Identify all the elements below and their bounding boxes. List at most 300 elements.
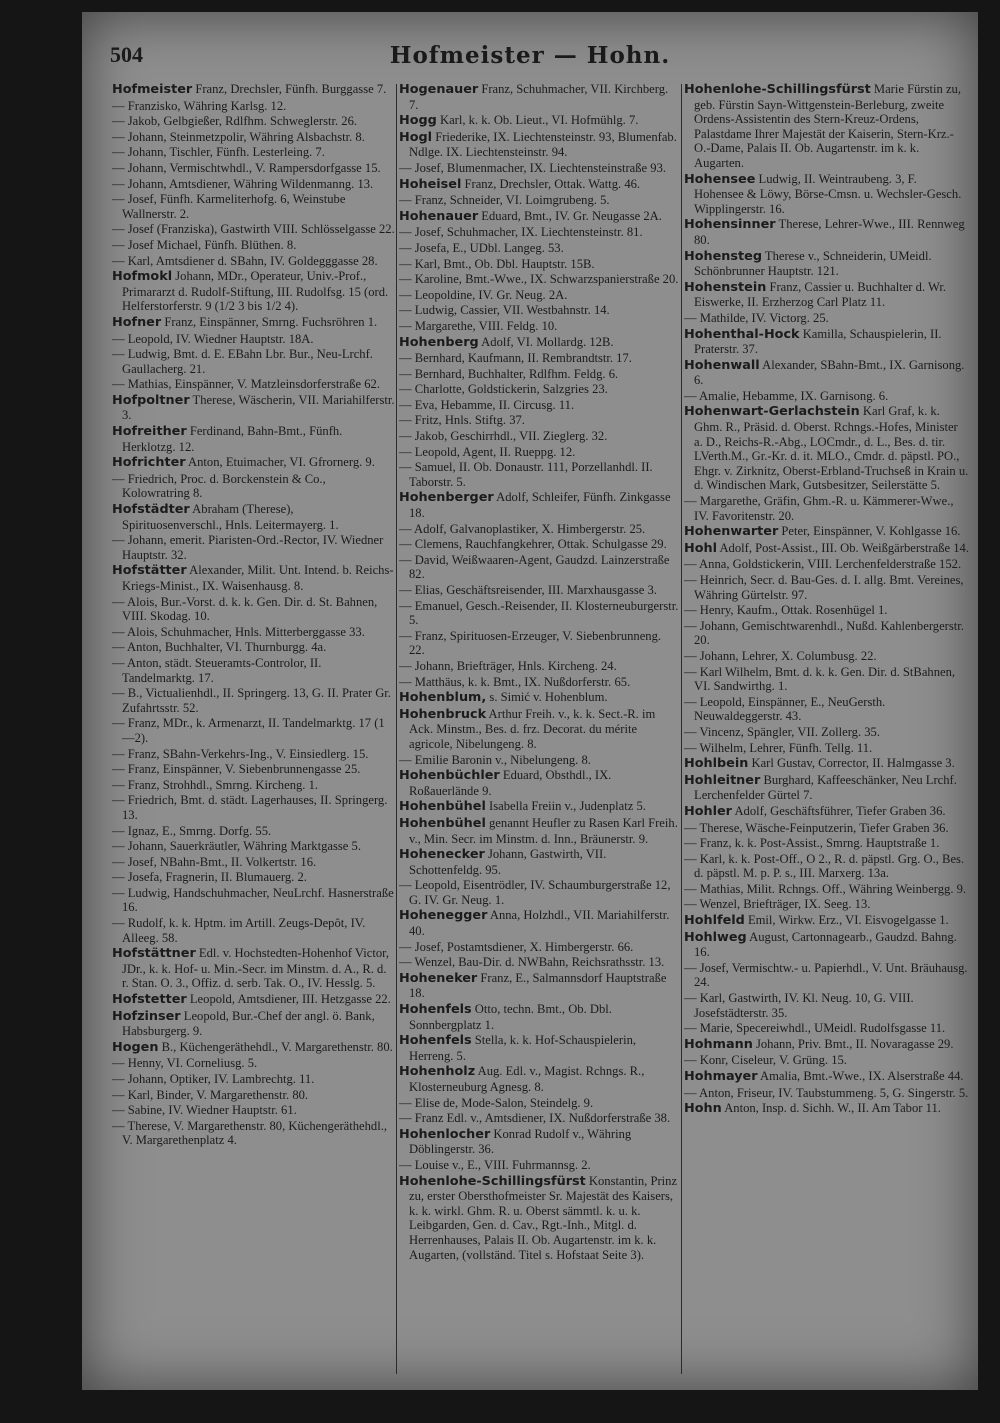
- entry-text: — Heinrich, Secr. d. Bau-Ges. d. I. allg. Bmt. Vereines, Währing Gürtelstr. 97.: [684, 573, 964, 602]
- entry-text: — Johann, Steinmetzpolir, Währing Alsbachstr. 8.: [112, 129, 365, 144]
- entry-text: Emil, Wirkw. Erz., VI. Eisvogelgasse 1.: [744, 913, 949, 928]
- entry-headword: Hohenecker: [399, 847, 485, 863]
- entry-text: Therese, Wäscherin, VII. Mariahilferstr. 3.: [122, 392, 395, 423]
- directory-entry: [112, 315, 395, 331]
- entry-text: — Henry, Kaufm., Ottak. Rosenhügel 1.: [684, 603, 888, 618]
- entry-text: — Samuel, II. Ob. Donaustr. 111, Porzellanhdl. II. Taborstr. 5.: [399, 460, 653, 489]
- entry-text: Marie Fürstin zu, geb. Fürstin Sayn-Wittgenstein-Berleburg, zweite Ordens-Assistentin des Stern-Kreuz-Ordens, Palastdame Ihrer Majestät der Kaiserin, Stern-Krz.-O.-Dame, Palais II. Ob. Augartenstr. im k. k. Augarten.: [694, 82, 961, 170]
- entry-text: Therese, Lehrer-Wwe., III. Rennweg 80.: [694, 217, 965, 247]
- entry-text: Ludwig, II. Weintraubeng. 3, F. Hohensee & Löwy, Börse-Cmsn. u. Wechsler-Gesch. Wipplingerstr. 16.: [694, 171, 962, 216]
- entry-text: — Marie, Specereiwhdl., UMeidl. Rudolfsgasse 11.: [684, 1021, 946, 1036]
- entry-text: — Eva, Hebamme, II. Circusg. 11.: [399, 397, 575, 412]
- directory-entry: [112, 455, 395, 471]
- entry-text: Abraham (Therese), Spirituosenverschl., Hnls. Leitermayerg. 1.: [122, 502, 339, 532]
- directory-entry: [684, 573, 969, 602]
- entry-text: Arthur Freih. v., k. k. Sect.-R. im Ack. Minstm., Bes. d. frz. Decorat. du mérite agricole, Nibelungeng. 8.: [409, 706, 656, 751]
- entry-headword: Hohenwarter: [684, 524, 779, 540]
- directory-entry: [399, 768, 679, 798]
- entry-text: Adolf, Post-Assist., III. Ob. Weißgärberstraße 14.: [717, 540, 969, 555]
- entry-text: — Emanuel, Gesch.-Reisender, II. Klosterneuburgerstr. 5.: [399, 598, 679, 628]
- entry-text: — Ignaz, E., Smrng. Dorfg. 55.: [112, 823, 272, 838]
- directory-entry: [399, 847, 679, 877]
- directory-entry: [399, 382, 679, 397]
- entry-headword: Hofstetter: [112, 992, 187, 1008]
- entry-headword: Hohenbruck: [399, 706, 487, 722]
- directory-entry: [399, 225, 679, 240]
- directory-entry: [684, 249, 969, 279]
- directory-entry: [399, 583, 679, 598]
- directory-entry: [112, 886, 395, 915]
- directory-entry: [684, 311, 969, 326]
- entry-text: Johann, MDr., Operateur, Univ.-Prof., Primararzt d. Rudolf-Stiftung, III. Rudolfsg. 15 (ord. Helferstorferstr. 9 (1/2 3 bis 1/2 4).: [122, 269, 389, 314]
- entry-text: Alexander, Milit. Unt. Intend. b. Reichs-Kriegs-Minist., IX. Waisenhausg. 8.: [122, 563, 394, 593]
- directory-entry: [399, 1174, 679, 1263]
- entry-headword: Hohensee: [684, 171, 756, 187]
- entry-text: Johann, Priv. Bmt., II. Novaragasse 29.: [752, 1036, 954, 1051]
- directory-entry: [684, 557, 969, 572]
- scanned-page: [82, 12, 978, 1390]
- entry-text: — Matthäus, k. k. Bmt., IX. Nußdorferstr. 65.: [399, 674, 631, 689]
- entry-text: — Sabine, IV. Wiedner Hauptstr. 61.: [112, 1103, 297, 1118]
- directory-entry: [399, 272, 679, 287]
- entry-text: — Ludwig, Cassier, VII. Westbahnstr. 14.: [399, 303, 610, 318]
- entry-text: — B., Victualienhdl., II. Springerg. 13, G. II. Prater Gr. Zufahrtsstr. 52.: [112, 686, 391, 715]
- directory-entry: [399, 161, 679, 176]
- entry-text: Karl, k. k. Ob. Lieut., VI. Hofmühlg. 7.: [436, 113, 639, 128]
- entry-headword: Hogenauer: [399, 82, 479, 97]
- entry-text: Anna, Holzhdl., VII. Mariahilferstr. 40.: [409, 908, 670, 939]
- entry-text: — Bernhard, Buchhalter, Rdlfhm. Feldg. 6.: [399, 366, 619, 381]
- page-header: [82, 42, 978, 82]
- directory-entry: [112, 716, 395, 745]
- directory-entry: [112, 145, 395, 160]
- directory-entry: [684, 913, 969, 929]
- entry-headword: Hohenbühel: [399, 799, 486, 815]
- directory-entry: [112, 1072, 395, 1087]
- entry-text: Therese v., Schneiderin, UMeidl. Schönbrunner Hauptstr. 121.: [694, 248, 932, 279]
- entry-text: Friederike, IX. Liechtensteinstr. 93, Blumenfab. Ndlge. IX. Liechtensteinstr. 94.: [409, 129, 677, 160]
- entry-headword: Hofmokl: [112, 269, 173, 285]
- entry-text: — Alois, Bur.-Vorst. d. k. k. Gen. Dir. d. St. Bahnen, VIII. Skodag. 10.: [112, 594, 378, 624]
- directory-entry: [399, 1096, 679, 1111]
- directory-entry: [684, 897, 969, 912]
- entry-text: — Alois, Schuhmacher, Hnls. Mitterberggasse 33.: [112, 624, 365, 639]
- entry-text: — Johann, Gemischtwarenhdl., Nußd. Kahlenbergerstr. 20.: [684, 618, 964, 648]
- directory-entry: [112, 992, 395, 1008]
- directory-entry: [112, 640, 395, 655]
- entry-text: Adolf, Schleifer, Fünfh. Zinkgasse 18.: [409, 490, 671, 521]
- directory-entry: [112, 563, 395, 593]
- directory-entry: [112, 177, 395, 192]
- entry-text: — Johann, Tischler, Fünfh. Lesterleing. 7.: [112, 145, 325, 160]
- entry-text: — Josefa, E., UDbl. Langeg. 53.: [399, 240, 564, 255]
- directory-entry: [112, 1009, 395, 1039]
- entry-text: Peter, Einspänner, V. Kohlgasse 16.: [778, 524, 961, 539]
- entry-headword: Hohmann: [684, 1036, 753, 1052]
- entry-text: August, Cartonnagearb., Gaudzd. Bahng. 16.: [694, 929, 957, 960]
- entry-text: — Johann, emerit. Piaristen-Ord.-Rector, IV. Wiedner Hauptstr. 32.: [112, 533, 384, 562]
- entry-text: — Wenzel, Bau-Dir. d. NWBahn, Reichsrathsstr. 13.: [399, 955, 665, 970]
- entry-headword: Hofrichter: [112, 455, 186, 471]
- entry-headword: Hohenegger: [399, 908, 488, 924]
- entry-text: Franz, Einspänner, Smrng. Fuchsröhren 1.: [161, 314, 378, 329]
- entry-text: — Johann, Lehrer, X. Columbusg. 22.: [684, 648, 877, 663]
- entry-headword: Hofzinser: [112, 1008, 181, 1024]
- directory-entry: [112, 793, 395, 822]
- directory-entry: [112, 161, 395, 176]
- directory-entry: [112, 238, 395, 253]
- directory-entry: [684, 804, 969, 820]
- entry-text: — Karl, Bmt., Ob. Dbl. Hauptstr. 15B.: [399, 256, 595, 271]
- entry-text: — Therese, Wäsche-Feinputzerin, Tiefer Graben 36.: [684, 820, 949, 835]
- directory-entry: [112, 1119, 395, 1148]
- directory-entry: [399, 753, 679, 768]
- entry-headword: Hohenlohe-Schillingsfürst: [399, 1173, 586, 1189]
- entry-headword: Hofstädter: [112, 502, 190, 518]
- directory-entry: [112, 1056, 395, 1071]
- entry-text: — Friedrich, Proc. d. Borckenstein & Co., Kolowratring 8.: [112, 471, 326, 501]
- entry-text: Burghard, Kaffeeschänker, Neu Lrchf. Lerchenfelder Gürtel 7.: [694, 772, 957, 803]
- entry-headword: Hohenbüchler: [399, 768, 500, 784]
- directory-entry: [112, 114, 395, 129]
- directory-entry: [684, 327, 969, 357]
- directory-entry: [684, 404, 969, 493]
- entry-text: Anton, Insp. d. Sichh. W., II. Am Tabor 11.: [721, 1101, 941, 1116]
- entry-text: — Bernhard, Kaufmann, II. Rembrandtstr. 17.: [399, 351, 632, 366]
- entry-text: Franz, Schuhmacher, VII. Kirchberg. 7.: [409, 82, 669, 112]
- directory-entry: [399, 1064, 679, 1094]
- entry-text: Konstantin, Prinz zu, erster Obersthofmeister Sr. Majestät des Kaisers, k. k. wirkl. Ghm. R. u. Oberst sämmtl. k. u. k. Leibgarden, Gen. d. Cav., Rgt.-Inh., Mitgl. d. Herrenhauses, Palais II. Ob. Augartenstr. im k. k. Augarten, (vollständ. Titel s. Hofstaat Seite 3).: [409, 1173, 678, 1262]
- entry-text: — Leopoldine, IV. Gr. Neug. 2A.: [399, 287, 568, 302]
- directory-entry: [684, 494, 969, 523]
- entry-text: — Jakob, Gelbgießer, Rdlfhm. Schweglerstr. 26.: [112, 114, 358, 129]
- directory-entry: [684, 1021, 969, 1036]
- directory-entry: [399, 429, 679, 444]
- directory-entry: [684, 725, 969, 740]
- directory-entry: [399, 209, 679, 225]
- entry-text: — Elise de, Mode-Salon, Steindelg. 9.: [399, 1095, 594, 1110]
- entry-text: — Ludwig, Bmt. d. E. EBahn Lbr. Bur., Neu-Lrchf. Gaullacherg. 21.: [112, 347, 373, 376]
- directory-entry: [112, 82, 395, 98]
- entry-text: — Franz, Einspänner, V. Siebenbrunnengasse 25.: [112, 762, 361, 777]
- entry-text: — David, Weißwaaren-Agent, Gaudzd. Lainzerstraße 82.: [399, 552, 670, 582]
- column-divider: [681, 84, 682, 1374]
- directory-entry: [112, 269, 395, 314]
- directory-entry: [399, 193, 679, 208]
- entry-headword: Hohlbein: [684, 756, 749, 772]
- entry-text: — Josef, Vermischtw.- u. Papierhdl., V. Unt. Bräuhausg. 24.: [684, 960, 968, 990]
- directory-entry: [399, 335, 679, 351]
- entry-text: Amalia, Bmt.-Wwe., IX. Alserstraße 44.: [757, 1069, 964, 1083]
- entry-text: — Karl, Amtsdiener d. SBahn, IV. Goldegggasse 28.: [112, 253, 378, 268]
- directory-entry: [112, 1088, 395, 1103]
- entry-headword: Hohenholz: [399, 1064, 476, 1080]
- entry-text: Adolf, VI. Mollardg. 12B.: [478, 334, 614, 349]
- directory-entry: [112, 377, 395, 392]
- directory-entry: [399, 130, 679, 160]
- directory-entry: [399, 878, 679, 907]
- directory-entry: [684, 773, 969, 803]
- entry-text: — Anton, Friseur, IV. Taubstummeng. 5, G. Singerstr. 5.: [684, 1085, 969, 1100]
- entry-text: — Josef (Franziska), Gastwirth VIII. Schlösselgasse 22.: [112, 222, 395, 237]
- directory-entry: [112, 839, 395, 854]
- entry-text: Edl. v. Hochstedten-Hohenhof Victor, JDr., k. k. Hof- u. Min.-Secr. im Minstm. d. A., R. d. r. Stan. O. 3., Offiz. d. serb. Tak. O., IV. Hesslg. 5.: [122, 946, 389, 991]
- entry-headword: Hogen: [112, 1039, 159, 1055]
- directory-entry: [684, 852, 969, 881]
- directory-entry: [684, 1101, 969, 1117]
- directory-entry: [399, 971, 679, 1001]
- directory-entry: [112, 130, 395, 145]
- directory-entry: [399, 1158, 679, 1173]
- directory-entry: [399, 908, 679, 938]
- entry-text: Stella, k. k. Hof-Schauspielerin, Herreng. 5.: [409, 1033, 637, 1063]
- entry-text: — Anna, Goldstickerin, VIII. Lerchenfelderstraße 152.: [684, 557, 962, 572]
- entry-text: — Franz, SBahn-Verkehrs-Ing., V. Einsiedlerg. 15.: [112, 746, 369, 761]
- directory-entry: [112, 192, 395, 221]
- directory-entry: [112, 916, 395, 945]
- entry-headword: Hohmayer: [684, 1069, 758, 1084]
- entry-text: — Emilie Baronin v., Nibelungeng. 8.: [399, 752, 591, 767]
- directory-entry: [399, 82, 679, 112]
- entry-text: — Mathias, Einspänner, V. Matzleinsdorferstraße 62.: [112, 377, 380, 392]
- entry-headword: Hogl: [399, 129, 433, 145]
- entry-headword: Hoheneker: [399, 970, 478, 986]
- directory-entry: [684, 172, 969, 217]
- directory-entry: [684, 649, 969, 664]
- entry-headword: Hohenberger: [399, 490, 494, 506]
- directory-entry: [684, 619, 969, 648]
- entry-text: — Charlotte, Goldstickerin, Salzgries 23.: [399, 382, 608, 397]
- directory-entry: [399, 940, 679, 955]
- directory-entry: [684, 280, 969, 310]
- directory-entry: [399, 537, 679, 552]
- entry-headword: Hoheisel: [399, 176, 462, 192]
- directory-entry: [684, 695, 969, 724]
- directory-entry: [399, 707, 679, 752]
- directory-entry: [684, 882, 969, 897]
- directory-entry: [112, 656, 395, 685]
- entry-headword: Hohenthal-Hock: [684, 326, 800, 342]
- entry-text: genannt Heufler zu Rasen Karl Freih. v., Min. Secr. im Minstm. d. Inn., Bräunerstr. 9.: [409, 815, 678, 846]
- directory-entry: [684, 836, 969, 851]
- entry-text: — Josef, Fünfh. Karmeliterhofg. 6, Weinstube Wallnerstr. 2.: [112, 192, 346, 221]
- entry-headword: Hohenwart-Gerlachstein: [684, 404, 860, 420]
- directory-entry: [112, 254, 395, 269]
- entry-headword: Hofstätter: [112, 563, 187, 579]
- directory-entry: [684, 82, 969, 171]
- directory-entry: [399, 1002, 679, 1032]
- directory-entry: [112, 424, 395, 454]
- directory-entry: [399, 816, 679, 846]
- directory-entry: [684, 1086, 969, 1101]
- entry-text: — Leopold, Eisentrödler, IV. Schaumburgerstraße 12, G. IV. Gr. Neug. 1.: [399, 878, 671, 907]
- entry-text: — Adolf, Galvanoplastiker, X. Himbergerstr. 25.: [399, 521, 646, 536]
- directory-entry: [112, 393, 395, 423]
- directory-entry: [399, 490, 679, 520]
- directory-entry: [684, 741, 969, 756]
- entry-text: — Johann, Optiker, IV. Lambrechtg. 11.: [112, 1072, 315, 1086]
- directory-entry: [684, 389, 969, 404]
- directory-entry: [684, 358, 969, 388]
- directory-entry: [684, 603, 969, 618]
- entry-text: — Amalie, Hebamme, IX. Garnisong. 6.: [684, 388, 889, 403]
- entry-headword: Hohensteg: [684, 248, 762, 264]
- directory-entry: [399, 398, 679, 413]
- column-divider: [396, 84, 397, 1374]
- entry-headword: Hohenblum,: [399, 690, 487, 706]
- entry-text: — Johann, Amtsdiener, Währing Wildenmanng. 13.: [112, 176, 374, 191]
- entry-text: — Franz, k. k. Post-Assist., Smrng. Hauptstraße 1.: [684, 836, 940, 851]
- directory-entry: [399, 460, 679, 489]
- entry-text: — Franz Edl. v., Amtsdiener, IX. Nußdorferstraße 38.: [399, 1111, 671, 1126]
- directory-entry: [112, 332, 395, 347]
- entry-text: — Josef, Schuhmacher, IX. Liechtensteinstr. 81.: [399, 225, 643, 240]
- directory-entry: [112, 347, 395, 376]
- entry-text: — Wilhelm, Lehrer, Fünfh. Tellg. 11.: [684, 740, 873, 755]
- entry-text: — Johann, Briefträger, Hnls. Kircheng. 24.: [399, 658, 617, 673]
- entry-text: — Josef, Blumenmacher, IX. Liechtensteinstraße 93.: [399, 160, 667, 175]
- entry-text: — Karl, k. k. Post-Off., O 2., R. d. päpstl. Grg. O., Bes. d. päpstl. M. p. P. s., III. Marxerg. 13a.: [684, 851, 965, 881]
- entry-headword: Hohenberg: [399, 334, 479, 350]
- running-head: Hofmeister — Hohn.: [389, 42, 671, 69]
- directory-entry: [399, 288, 679, 303]
- entry-text: — Franz, Spirituosen-Erzeuger, V. Siebenbrunneng. 22.: [399, 628, 662, 658]
- directory-entry: [684, 524, 969, 540]
- entry-text: B., Küchengeräthehdl., V. Margarethenstr. 80.: [158, 1039, 393, 1054]
- directory-entry: [112, 595, 395, 624]
- entry-text: — Anton, städt. Steueramts-Controlor, II. Tandelmarktg. 17.: [112, 655, 322, 685]
- entry-headword: Hohleitner: [684, 772, 761, 788]
- entry-text: — Jakob, Geschirrhdl., VII. Zieglerg. 32.: [399, 429, 608, 444]
- directory-entry: [112, 855, 395, 870]
- entry-text: — Henny, VI. Corneliusg. 5.: [112, 1056, 258, 1071]
- entry-headword: Hohlfeld: [684, 913, 745, 929]
- entry-headword: Hohenlohe-Schillingsfürst: [684, 82, 871, 97]
- entry-text: — Josefa, Fragnerin, II. Blumauerg. 2.: [112, 870, 307, 885]
- directory-entry: [112, 472, 395, 501]
- directory-entry: [112, 625, 395, 640]
- directory-entry: [112, 946, 395, 991]
- entry-text: Eduard, Obsthdl., IX. Roßauerlände 9.: [409, 768, 612, 798]
- entry-text: — Friedrich, Bmt. d. städt. Lagerhauses, II. Springerg. 13.: [112, 793, 388, 822]
- entry-text: — Vincenz, Spängler, VII. Zollerg. 35.: [684, 724, 881, 739]
- directory-entry: [399, 319, 679, 334]
- directory-entry: [112, 533, 395, 562]
- entry-text: — Karl, Binder, V. Margarethenstr. 80.: [112, 1087, 309, 1102]
- entry-text: s. Simić v. Hohenblum.: [486, 690, 608, 705]
- entry-text: — Josef Michael, Fünfh. Blüthen. 8.: [112, 237, 297, 252]
- entry-headword: Hohenbühel: [399, 815, 486, 831]
- entry-text: — Franzisko, Währing Karlsg. 12.: [112, 98, 287, 113]
- directory-entry: [399, 553, 679, 582]
- entry-text: — Anton, Buchhalter, VI. Thurnburgg. 4a.: [112, 640, 327, 655]
- entry-text: Franz, Drechsler, Fünfh. Burggasse 7.: [192, 82, 387, 96]
- directory-entry: [112, 778, 395, 793]
- entry-text: Karl Gustav, Corrector, II. Halmgasse 3.: [748, 756, 955, 771]
- entry-text: — Elias, Geschäftsreisender, III. Marxhausgasse 3.: [399, 583, 657, 597]
- entry-text: Konrad Rudolf v., Währing Döblingerstr. 36.: [409, 1126, 632, 1157]
- entry-text: Isabella Freiin v., Judenplatz 5.: [485, 799, 646, 814]
- entry-text: Eduard, Bmt., IV. Gr. Neugasse 2A.: [478, 208, 662, 223]
- entry-text: — Leopold, IV. Wiedner Hauptstr. 18A.: [112, 331, 314, 346]
- directory-entry: [684, 217, 969, 247]
- entry-text: — Wenzel, Briefträger, IX. Seeg. 13.: [684, 897, 871, 912]
- directory-entry: [112, 1040, 395, 1056]
- directory-entry: [399, 1111, 679, 1126]
- entry-text: — Margarethe, VIII. Feldg. 10.: [399, 318, 558, 333]
- directory-entry: [112, 1103, 395, 1118]
- directory-entry: [399, 113, 679, 129]
- entry-text: Franz, Drechsler, Ottak. Wattg. 46.: [461, 176, 641, 191]
- directory-entry: [399, 241, 679, 256]
- directory-entry: [112, 99, 395, 114]
- entry-text: Leopold, Bur.-Chef der angl. ö. Bank, Habsburgerg. 9.: [122, 1008, 375, 1039]
- directory-entry: [684, 930, 969, 960]
- directory-entry: [399, 367, 679, 382]
- entry-headword: Hofpoltner: [112, 392, 190, 408]
- entry-text: — Franz, Strohhdl., Smrng. Kircheng. 1.: [112, 777, 319, 792]
- entry-headword: Hohenlocher: [399, 1126, 491, 1142]
- entry-text: — Ludwig, Handschuhmacher, NeuLrchf. Hasnerstraße 16.: [112, 885, 394, 915]
- entry-text: — Margarethe, Gräfin, Ghm.-R. u. Kämmerer-Wwe., IV. Favoritenstr. 20.: [684, 494, 954, 523]
- column-1: [112, 82, 395, 1382]
- directory-entry: [112, 824, 395, 839]
- entry-text: — Rudolf, k. k. Hptm. im Artill. Zeugs-Depôt, IV. Alleeg. 58.: [112, 916, 366, 945]
- entry-text: Kamilla, Schauspielerin, II. Praterstr. 37.: [694, 326, 942, 357]
- entry-text: Alexander, SBahn-Bmt., IX. Garnisong. 6.: [694, 357, 965, 388]
- directory-entry: [684, 541, 969, 557]
- directory-entry: [112, 870, 395, 885]
- directory-entry: [399, 522, 679, 537]
- entry-headword: Hohenstein: [684, 279, 767, 295]
- directory-entry: [112, 686, 395, 715]
- column-2: [399, 82, 679, 1382]
- entry-text: — Franz, Schneider, VI. Loimgrubeng. 5.: [399, 193, 610, 208]
- directory-entry: [112, 222, 395, 237]
- entry-text: — Leopold, Agent, II. Rueppg. 12.: [399, 444, 576, 459]
- directory-entry: [399, 413, 679, 428]
- entry-text: — Mathilde, IV. Victorg. 25.: [684, 310, 829, 325]
- directory-entry: [684, 1069, 969, 1085]
- directory-entry: [684, 961, 969, 990]
- directory-entry: [399, 1033, 679, 1063]
- directory-entry: [399, 351, 679, 366]
- directory-entry: [684, 821, 969, 836]
- entry-headword: Hohenfels: [399, 1002, 472, 1018]
- entry-text: — Clemens, Rauchfangkehrer, Ottak. Schulgasse 29.: [399, 537, 667, 552]
- directory-entry: [684, 991, 969, 1020]
- entry-text: — Leopold, Einspänner, E., NeuGersth. Neuwaldeggerstr. 43.: [684, 694, 886, 724]
- entry-text: Franz, E., Salmannsdorf Hauptstraße 18.: [409, 970, 667, 1001]
- entry-text: Aug. Edl. v., Magist. Rchngs. R., Klosterneuburg Agnesg. 8.: [409, 1064, 645, 1094]
- directory-entry: [684, 1053, 969, 1068]
- entry-text: Otto, techn. Bmt., Ob. Dbl. Sonnbergplatz 1.: [409, 1002, 612, 1032]
- directory-entry: [112, 502, 395, 532]
- directory-entry: [399, 659, 679, 674]
- directory-entry: [399, 690, 679, 706]
- entry-text: — Fritz, Hnls. Stiftg. 37.: [399, 413, 525, 428]
- entry-text: — Franz, MDr., k. Armenarzt, II. Tandelmarktg. 17 (1—2).: [112, 716, 385, 745]
- entry-text: — Karl Wilhelm, Bmt. d. k. k. Gen. Dir. d. StBahnen, VI. Sandwirthg. 1.: [684, 664, 956, 694]
- directory-entry: [399, 445, 679, 460]
- entry-headword: Hohenwall: [684, 357, 760, 373]
- directory-entry: [399, 629, 679, 658]
- entry-text: — Mathias, Milit. Rchngs. Off., Währing Weinbergg. 9.: [684, 881, 967, 896]
- directory-entry: [399, 799, 679, 815]
- directory-entry: [112, 762, 395, 777]
- directory-entry: [399, 303, 679, 318]
- directory-entry: [684, 665, 969, 694]
